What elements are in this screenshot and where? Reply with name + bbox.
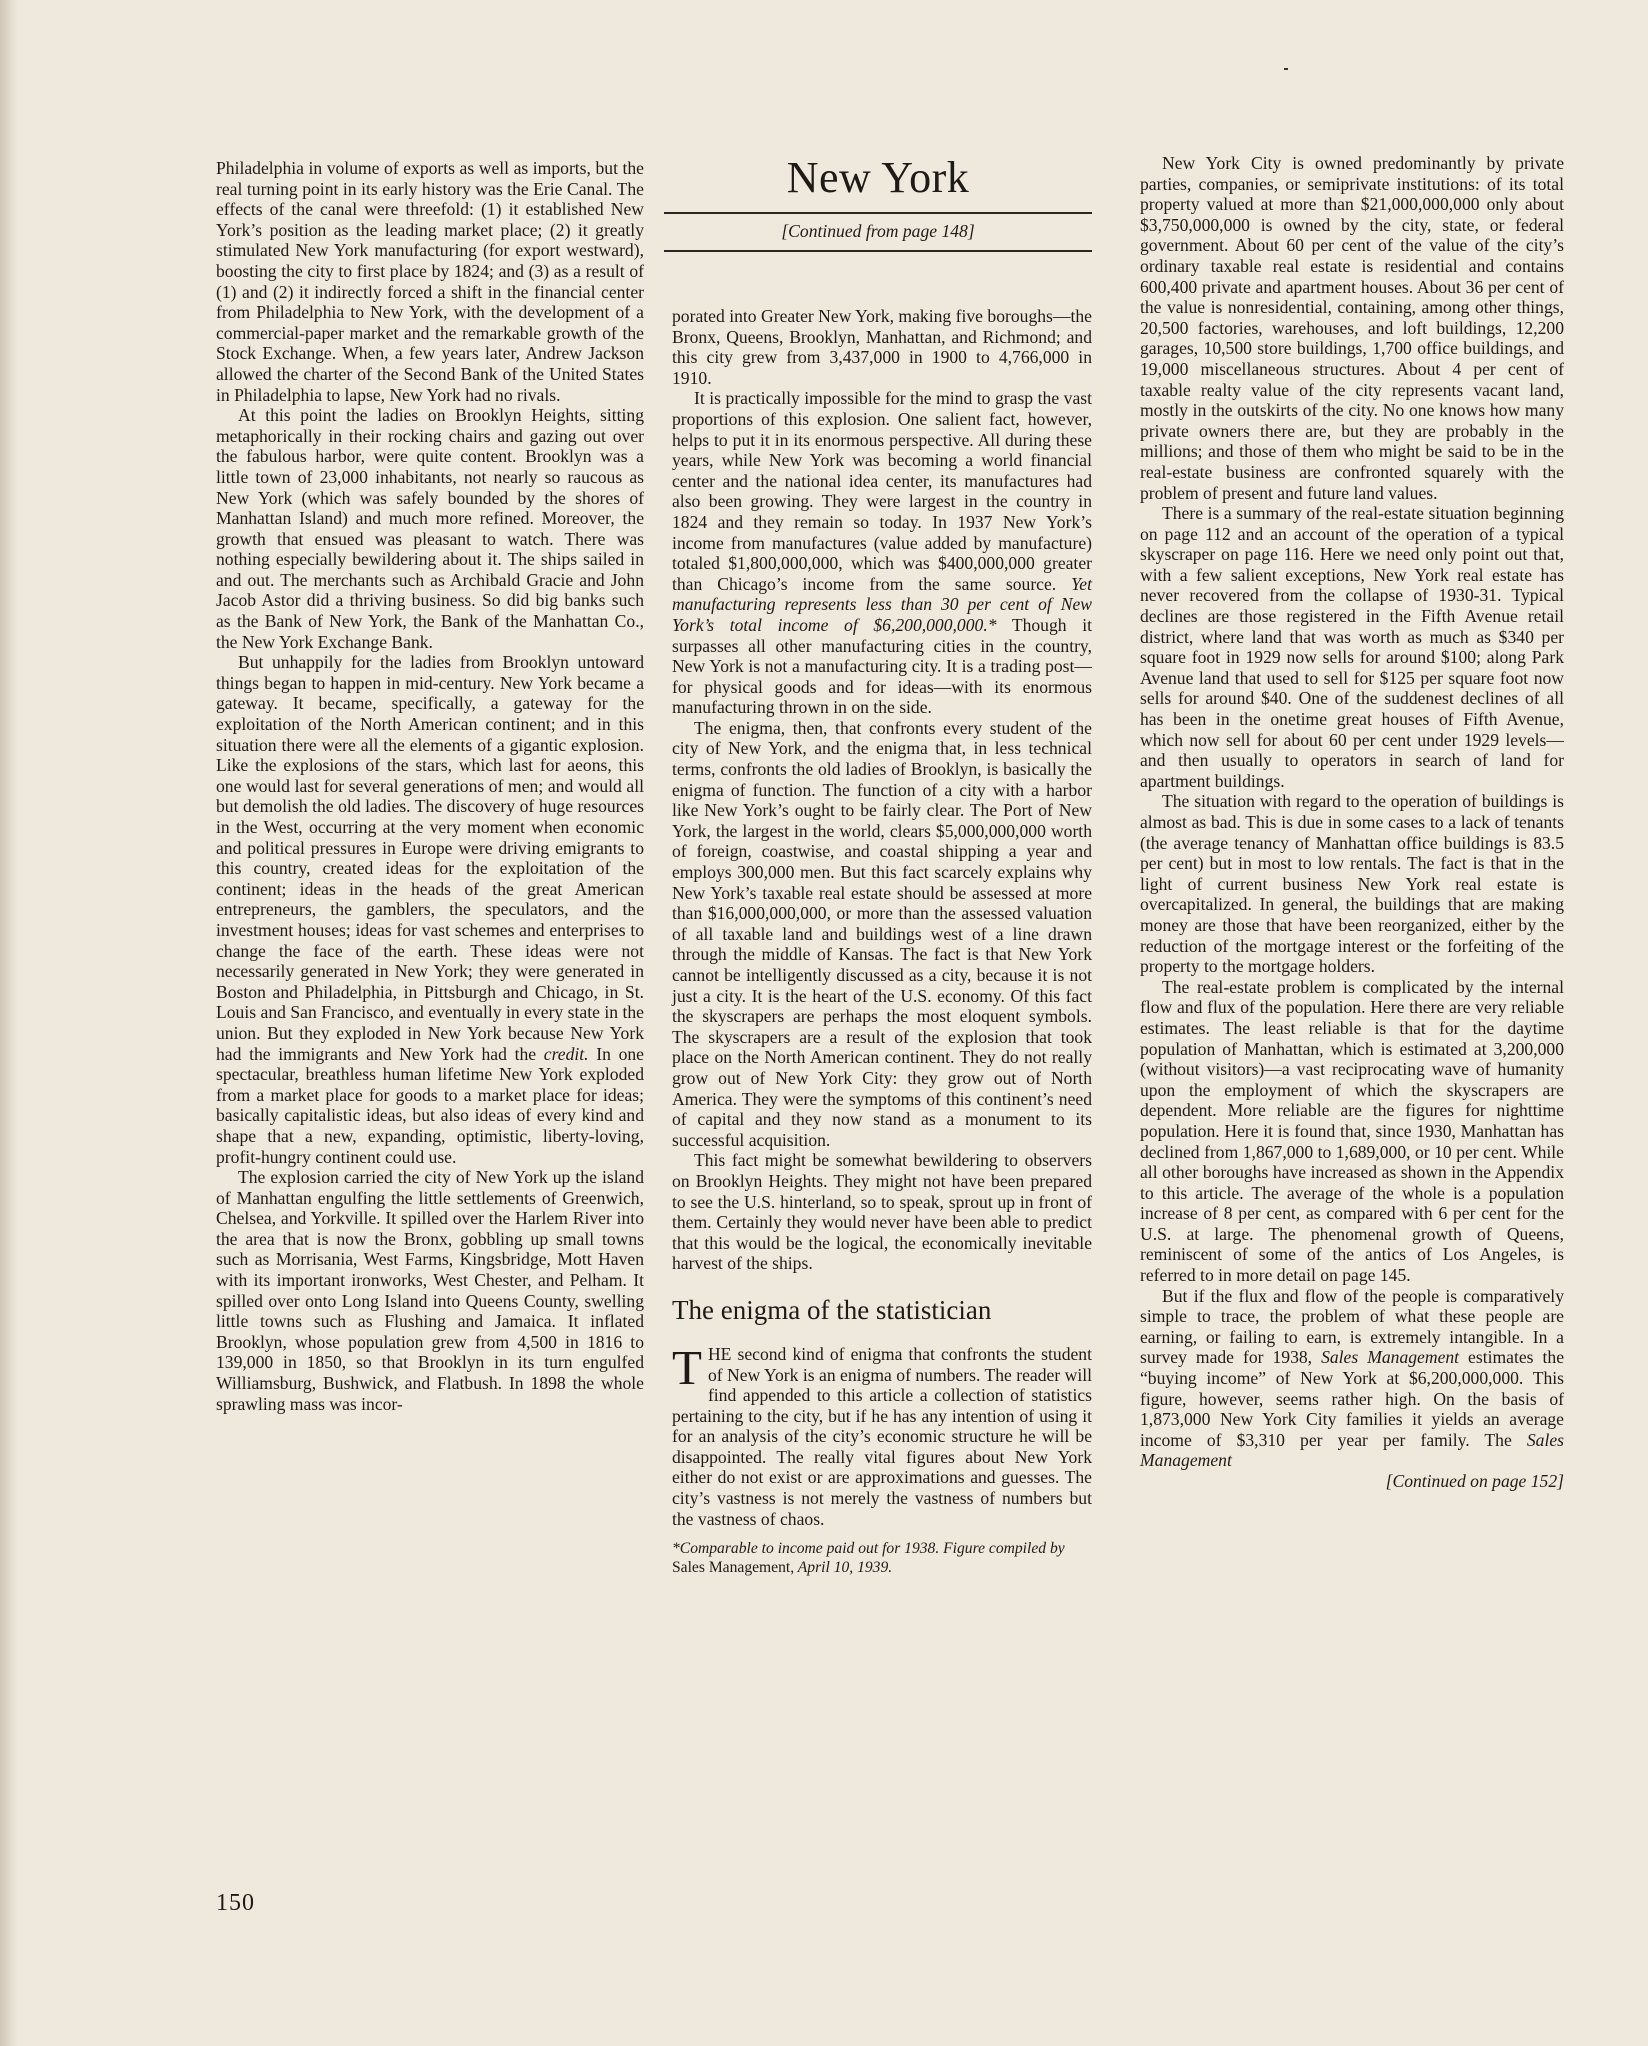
- paragraph-text: Though it surpasses all other manufacturing cities in the country, New York is not a manufacturing city. It is a trading post—for physical goods and for ideas—with its enormous manufacturing thrown in on the side.: [672, 614, 1092, 718]
- footnote-text: April 10, 1939.: [794, 1559, 893, 1577]
- paragraph: At this point the ladies on Brooklyn Heights, sitting metaphorically in their rocking chairs and gazing out over the fabulous harbor, were quite content. Brooklyn was a little town of 23,000 inhabitants, not nearly so raucous as New York (which was safely bounded by the shores of Manhattan Island) and much more refined. Moreover, the growth that ensued was pleasant to watch. There was nothing especially bewildering about it. The ships sailed in and out. The merchants such as Archibald Gracie and John Jacob Astor did a thriving business. So did big banks such as the Bank of New York, the Bank of the Manhattan Co., the New York Exchange Bank.: [216, 405, 644, 652]
- italic-text: Sales Management: [1321, 1347, 1460, 1368]
- paragraph: [672, 388, 1092, 718]
- header-rule-top: [664, 212, 1092, 214]
- article-title: New York: [786, 153, 970, 202]
- italic-text: Yet manufacturing represents less than 30 per cent of New York’s total income of $6,200,000,000.*: [672, 573, 1092, 635]
- continued-on-note: [Continued on page 152]: [1385, 1471, 1564, 1491]
- page-number: 150: [216, 1890, 255, 1916]
- paragraph: The enigma, then, that confronts every student of the city of New York, and the enigma that, in less technical terms, confronts the old ladies of Brooklyn, is basically the enigma of function. The function of a city with a harbor like New York’s ought to be fairly clear. The Port of New York, the largest in the world, clears $5,000,000,000 worth of foreign, coastwise, and coastal shipping a year and employs 300,000 men. But this fact scarcely explains why New York’s taxable real estate should be assessed at more than $16,000,000,000, or more than the assessed valuation of all taxable land and buildings west of a line drawn through the middle of Kansas. The fact is that New York cannot be intelligently discussed as a city, because it is not just a city. It is the heart of the U.S. economy. Of this fact the skyscrapers are perhaps the most eloquent symbols. The skyscrapers are a result of the explosion that took place on the North American continent. They do not really grow out of New York City: they grow out of North America. They were the symptoms of this continent’s need of capital and they now stand as a monument to its successful acquisition.: [672, 717, 1092, 1150]
- paragraph: Philadelphia in volume of exports as well as imports, but the real turning point in its early history was the Erie Canal. The effects of the canal were threefold: (1) it established New York’s position as the leading market place; (2) it greatly stimulated New York manufacturing (for export westward), boosting the city to first place by 1824; and (3) as a result of (1) and (2) it indirectly forced a shift in the financial center from Philadelphia to New York, with the development of a commercial-paper market and the remarkable growth of the Stock Exchange. When, a few years later, Andrew Jackson allowed the charter of the Second Bank of the United States in Philadelphia to lapse, New York had no rivals.: [216, 158, 644, 405]
- paragraph: The situation with regard to the operation of buildings is almost as bad. This is due in some cases to a lack of tenants (the average tenancy of Manhattan office buildings is 83.5 per cent) but in most to low rentals. The fact is that in the light of current business New York real estate is overcapitalized. In general, the buildings that are making money are those that have been reorganized, either by the reduction of the mortgage interest or the forfeiting of the property to the mortgage holders.: [1140, 791, 1564, 977]
- paragraph-text: But unhappily for the ladies from Brooklyn untoward things began to happen in mid-century. New York became a gateway. It became, specifically, a gateway for the exploitation of the North American continent; and in this situation there were all the elements of a gigantic explosion. Like the explosions of the stars, which last for aeons, this one would last for several generations of men; and would all but demolish the old ladies. The discovery of huge resources in the West, occurring at the very moment when economic and political pressures in Europe were driving emigrants to this country, created ideas for the exploitation of the continent; ideas in the heads of the great American entrepreneurs, the gamblers, the speculators, and the investment houses; ideas for vast schemes and enterprises to change the face of the earth. These ideas were not necessarily generated in New York; they were generated in Boston and Philadelphia, in Pittsburgh and Chicago, in St. Louis and San Francisco, and eventually in every state in the union. But they exploded in New York because New York had the immigrants and New York had the: [216, 652, 644, 1064]
- page-gutter-shadow: [0, 0, 18, 2046]
- paragraph-text: In one spectacular, breathless human lifetime New York exploded from a market place for goods to a market place for ideas; basically capitalistic ideas, but also ideas of every kind and shape that a new, expanding, optimistic, liberty-loving, profit-hungry continent could use.: [216, 1043, 644, 1167]
- paragraph: This fact might be somewhat bewildering to observers on Brooklyn Heights. They might not have been prepared to see the U.S. hinterland, so to speak, sprout up in front of them. Certainly they would never have been able to predict that this would be the logical, the economically inevitable harvest of the ships.: [672, 1150, 1092, 1274]
- paragraph: The explosion carried the city of New York up the island of Manhattan engulfing the little settlements of Greenwich, Chelsea, and Yorkville. It spilled over the Harlem River into the area that is now the Bronx, gobbling up small towns such as Morrisania, West Farms, Kingsbridge, Mott Haven with its important ironworks, West Chester, and Pelham. It spilled over onto Long Island into Queens County, swelling little towns such as Flushing and Jamaica. It inflated Brooklyn, whose population grew from 4,500 in 1816 to 139,000 in 1850, so that Brooklyn in its turn engulfed Williamsburg, Bushwick, and Flatbush. In 1898 the whole sprawling mass was incor-: [216, 1167, 644, 1414]
- article-header: [664, 152, 1092, 252]
- section-heading: The enigma of the statistician: [672, 1294, 992, 1325]
- paragraph-text: HE second kind of enigma that confronts the student of New York is an enigma of numbers. The reader will find appended to this article a collection of statistics pertaining to the city, but if he has any intention of using it for an analysis of the city’s economic structure he will be disappointed. The really vital figures about New York either do not exist or are approximations and guesses. The city’s vastness is not merely the vastness of numbers but the vastness of chaos.: [672, 1343, 1092, 1529]
- continued-from-note: [Continued from page 148]: [781, 221, 975, 241]
- footnote: [672, 1539, 1092, 1577]
- drop-cap: T: [672, 1339, 702, 1395]
- header-rule-bottom: [664, 250, 1092, 252]
- paragraph: New York City is owned predominantly by private parties, companies, or semiprivate institutions: of its total property valued at more than $21,000,000,000 only about $3,750,000,000 is owned by the city, state, or federal government. About 60 per cent of the value of the city’s ordinary taxable real estate is residential and contains 600,400 private and apartment houses. About 36 per cent of the value is nonresidential, containing, among other things, 20,500 factories, warehouses, and loft buildings, 12,200 garages, 10,500 store buildings, 1,700 office buildings, and 19,000 miscellaneous structures. About 4 per cent of taxable realty value of the city represents vacant land, mostly in the outskirts of the city. No one knows how many private owners there are, but they are probably in the millions; and those of them who might be said to be in the real-estate business are confronted squarely with the problem of present and future land values.: [1140, 153, 1564, 503]
- paragraph: There is a summary of the real-estate situation beginning on page 112 and an account of the operation of a typical skyscraper on page 116. Here we need only point out that, with a few salient exceptions, New York real estate has never recovered from the collapse of 1930-31. Typical declines are those registered in the Fifth Avenue retail district, where land that was worth as much as $340 per square foot in 1929 now sells for around $100; along Park Avenue land that used to sell for $125 per square foot now sells for around $40. One of the suddenest declines of all has been in the onetime great houses of Fifth Avenue, which now sell for about 60 per cent under 1929 levels—and then usually to operators in search of land for apartment buildings.: [1140, 503, 1564, 791]
- paragraph-text: But if the flux and flow of the people is comparatively simple to trace, the problem of what these people are earning, or failing to earn, is extremely intangible. In a survey made for 1938,: [1140, 1285, 1564, 1368]
- paragraph: porated into Greater New York, making five boroughs—the Bronx, Queens, Brooklyn, Manhattan, and Richmond; and this city grew from 3,437,000 in 1900 to 4,766,000 in 1910.: [672, 306, 1092, 388]
- print-speck: [1284, 68, 1288, 70]
- text-column-right: [1140, 153, 1564, 1492]
- paragraph-text: estimates the “buying income” of New York at $6,200,000,000. This figure, however, seems rather high. On the basis of 1,873,000 New York City families it yields an average income of $3,310 per year per family. The: [1140, 1347, 1565, 1450]
- italic-text: Sales Management: [1140, 1429, 1564, 1471]
- footnote-text: *Comparable to income paid out for 1938. Figure compiled by: [672, 1540, 1065, 1558]
- italic-text: credit.: [543, 1043, 589, 1064]
- paragraph-text: It is practically impossible for the mind to grasp the vast proportions of this explosion. One salient fact, however, helps to put it in its enormous perspective. All during these years, while New York was becoming a world financial center and the national idea center, its manufactures had also been growing. They were largest in the country in 1824 and they remain so today. In 1937 New York’s income from manufactures (value added by manufacture) totaled $1,800,000,000, which was $400,000,000 greater than Chicago’s income from the same source.: [672, 388, 1092, 594]
- paragraph: [672, 1339, 1092, 1529]
- paragraph: The real-estate problem is complicated by the internal flow and flux of the population. Here there are very reliable estimates. The least reliable is that for the daytime population of Manhattan, which is estimated at 3,200,000 (without visitors)—a vast reciprocating wave of humanity upon the employment of which the skyscrapers are dependent. More reliable are the figures for nighttime population. Here it is found that, since 1930, Manhattan has declined from 1,867,000 to 1,689,000, or 10 per cent. While all other boroughs have increased as shown in the Appendix to this article. The average of the whole is a population increase of 8 per cent, as compared with 6 per cent for the U.S. at large. The phenomenal growth of Queens, reminiscent of some of the antics of Los Angeles, is referred to in more detail on page 145.: [1140, 976, 1564, 1286]
- paragraph: [216, 652, 644, 1167]
- text-column-middle: [672, 306, 1092, 1577]
- text-column-left: [216, 158, 644, 1414]
- footnote-source: Sales Management,: [672, 1559, 795, 1577]
- paragraph: [1140, 1286, 1564, 1471]
